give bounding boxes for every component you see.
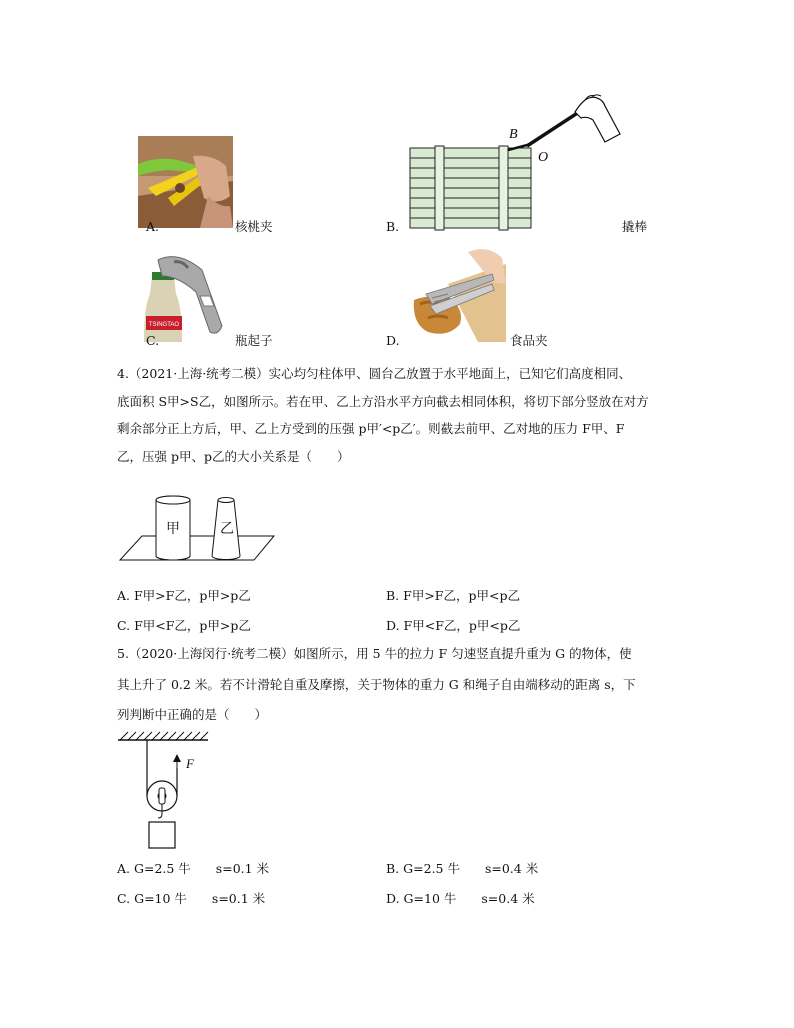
q4-option-b[interactable] bbox=[386, 588, 520, 604]
q4-option-a[interactable] bbox=[117, 588, 251, 604]
option-b-caption: 撬棒 bbox=[622, 219, 648, 234]
q4-line-2: 底面积 S甲>S乙，如图所示。若在甲、乙上方沿水平方向截去相同体积，将切下部分竖放在对方 bbox=[117, 394, 649, 409]
q5-line-2: 其上升了 0.2 米。若不计滑轮自重及摩擦，关于物体的重力 G 和绳子自由端移动的距离 s，下 bbox=[117, 677, 636, 692]
option-a-letter[interactable]: A. bbox=[146, 219, 160, 234]
q5-option-d[interactable] bbox=[386, 891, 535, 907]
q5-option-a-text: G=2.5 牛 s=0.1 米 bbox=[134, 861, 270, 876]
label-yi: 乙 bbox=[220, 521, 234, 537]
q4-option-a-text: F甲>F乙，p甲>p乙 bbox=[134, 588, 251, 603]
label-o: O bbox=[538, 150, 549, 165]
q5-line-3: 列判断中正确的是（ ） bbox=[117, 707, 268, 722]
q5-line-1: 5.（2020·上海闵行·统考二模）如图所示，用 5 牛的拉力 F 匀速竖直提升重为 G 的物体，使 bbox=[117, 646, 632, 661]
label-b: B bbox=[509, 127, 518, 142]
q5-option-b[interactable] bbox=[386, 861, 538, 877]
crowbar-figure bbox=[405, 94, 630, 234]
option-c-letter[interactable]: C. bbox=[146, 333, 160, 348]
q5-option-c[interactable] bbox=[117, 891, 265, 907]
q4-option-b-letter: B. bbox=[386, 588, 400, 603]
q4-cylinders-figure bbox=[116, 488, 276, 562]
q4-option-c[interactable] bbox=[117, 618, 251, 634]
q4-line-3: 剩余部分正上方后，甲、乙上方受到的压强 p甲′<p乙′。则截去前甲、乙对地的压力 F甲、F bbox=[117, 421, 625, 436]
q5-option-a[interactable] bbox=[117, 861, 269, 877]
q4-option-a-letter: A. bbox=[117, 588, 131, 603]
label-f: F bbox=[186, 756, 194, 771]
q4-option-b-text: F甲>F乙，p甲<p乙 bbox=[403, 588, 520, 603]
q5-option-a-letter: A. bbox=[117, 861, 131, 876]
q4-option-d[interactable] bbox=[386, 618, 520, 634]
q5-option-b-text: G=2.5 牛 s=0.4 米 bbox=[403, 861, 539, 876]
option-b-letter[interactable]: B. bbox=[386, 219, 400, 234]
option-c-caption: 瓶起子 bbox=[235, 333, 273, 348]
food-tongs-photo bbox=[408, 244, 506, 342]
q5-option-d-text: G=10 牛 s=0.4 米 bbox=[403, 891, 535, 906]
option-d-letter[interactable]: D. bbox=[386, 333, 400, 348]
q5-option-c-text: G=10 牛 s=0.1 米 bbox=[134, 891, 266, 906]
nutcracker-photo bbox=[138, 136, 233, 228]
q4-option-d-letter: D. bbox=[386, 618, 400, 633]
q4-option-c-letter: C. bbox=[117, 618, 131, 633]
q4-line-1: 4.（2021·上海·统考二模）实心均匀柱体甲、圆台乙放置于水平地面上，已知它们高度相同、 bbox=[117, 366, 632, 381]
option-a-caption: 核桃夹 bbox=[235, 219, 273, 234]
q5-pulley-figure bbox=[116, 728, 216, 856]
q4-option-d-text: F甲<F乙，p甲<p乙 bbox=[403, 618, 521, 633]
q4-option-c-text: F甲<F乙，p甲>p乙 bbox=[134, 618, 251, 633]
q4-line-4: 乙，压强 p甲、p乙的大小关系是（ ） bbox=[117, 449, 350, 464]
q5-option-b-letter: B. bbox=[386, 861, 400, 876]
nutcracker-illustration bbox=[138, 136, 233, 228]
label-jia: 甲 bbox=[166, 521, 180, 537]
q5-option-d-letter: D. bbox=[386, 891, 400, 906]
q5-option-c-letter: C. bbox=[117, 891, 131, 906]
bottle-opener-photo bbox=[138, 246, 233, 342]
bottle-label-text: TSINGTAO bbox=[148, 322, 180, 328]
option-d-caption: 食品夹 bbox=[510, 333, 548, 348]
